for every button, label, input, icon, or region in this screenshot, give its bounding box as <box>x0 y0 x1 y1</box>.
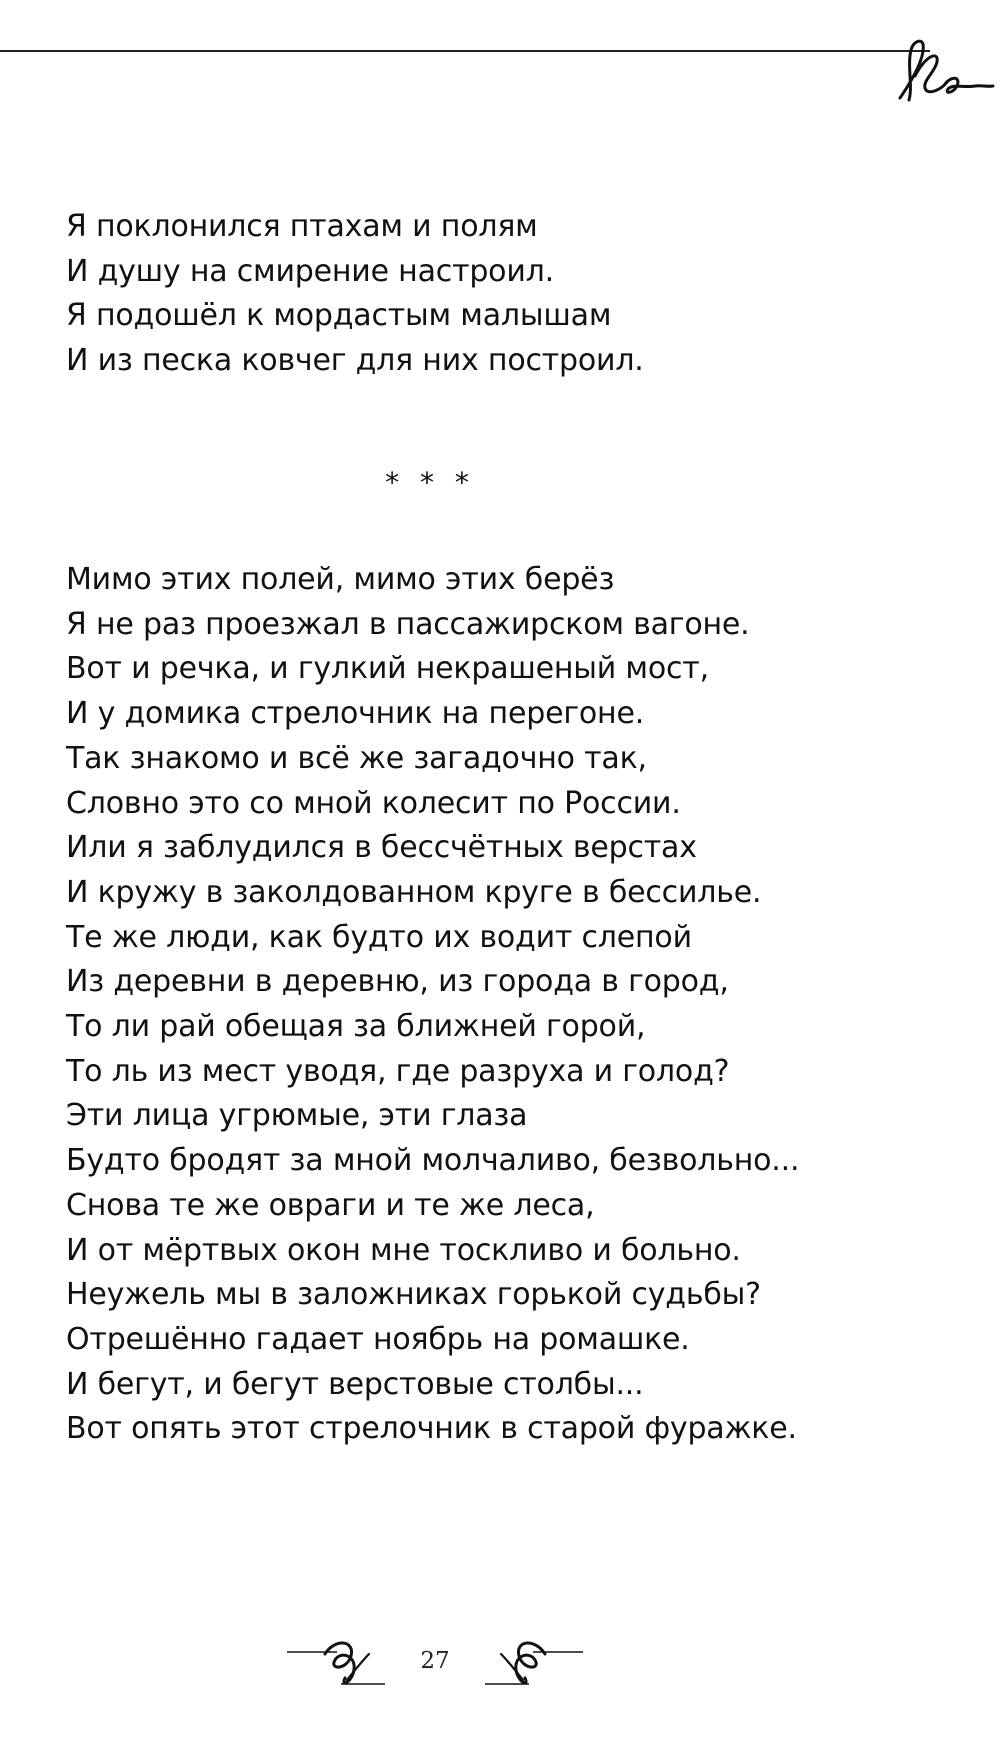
poem-line: То ли рай обещая за ближней горой, <box>66 1009 646 1045</box>
poem-line: Я не раз проезжал в пассажирском вагоне. <box>66 606 750 642</box>
poem-line: Словно это со мной колесит по России. <box>66 785 681 821</box>
poem-line: И кружу в заколдованном круге в бессилье. <box>66 874 762 910</box>
section-separator: * * * <box>385 466 475 499</box>
poem-line: Эти лица угрюмые, эти глаза <box>66 1098 528 1134</box>
poem-line: Я поклонился птахам и полям <box>66 209 538 244</box>
scroll-ornament-icon <box>485 1630 585 1690</box>
poem-line: Вот и речка, и гулкий некрашеный мост, <box>66 651 709 687</box>
stanza-1 <box>66 205 644 384</box>
poem-line: Я подошёл к мордастым малышам <box>66 298 612 334</box>
poem-line: И душу на смирение настроил. <box>66 253 554 289</box>
header-rule <box>0 50 930 52</box>
poem-line: То ль из мест уводя, где разруха и голод? <box>66 1053 730 1089</box>
poem-line: И бегут, и бегут верстовые столбы... <box>66 1366 644 1402</box>
page-number: 27 <box>420 1648 450 1674</box>
poem-line: И из песка ковчег для них построил. <box>66 343 644 379</box>
poem-line: Неужель мы в заложниках горькой судьбы? <box>66 1277 761 1313</box>
poem-line: Вот опять этот стрелочник в старой фуражке. <box>66 1411 797 1447</box>
poem-line: Мимо этих полей, мимо этих берёз <box>66 562 615 597</box>
poem-line: Будто бродят за мной молчаливо, безвольно... <box>66 1143 800 1179</box>
poem-line: Снова те же овраги и те же леса, <box>66 1187 595 1223</box>
calligraphic-flourish-icon <box>895 36 995 106</box>
poem-line: И от мёртвых окон мне тоскливо и больно. <box>66 1232 741 1268</box>
poem-line: Так знакомо и всё же загадочно так, <box>66 740 647 776</box>
poem-line: Те же люди, как будто их водит слепой <box>66 919 692 955</box>
poem-line: Или я заблудился в бессчётных верстах <box>66 830 697 866</box>
poem-line: Отрешённо гадает ноябрь на ромашке. <box>66 1321 690 1357</box>
poem-line: И у домика стрелочник на перегоне. <box>66 696 645 732</box>
poem-line: Из деревни в деревню, из города в город, <box>66 964 729 1000</box>
stanza-2 <box>66 558 799 1452</box>
page-footer <box>285 1630 585 1700</box>
